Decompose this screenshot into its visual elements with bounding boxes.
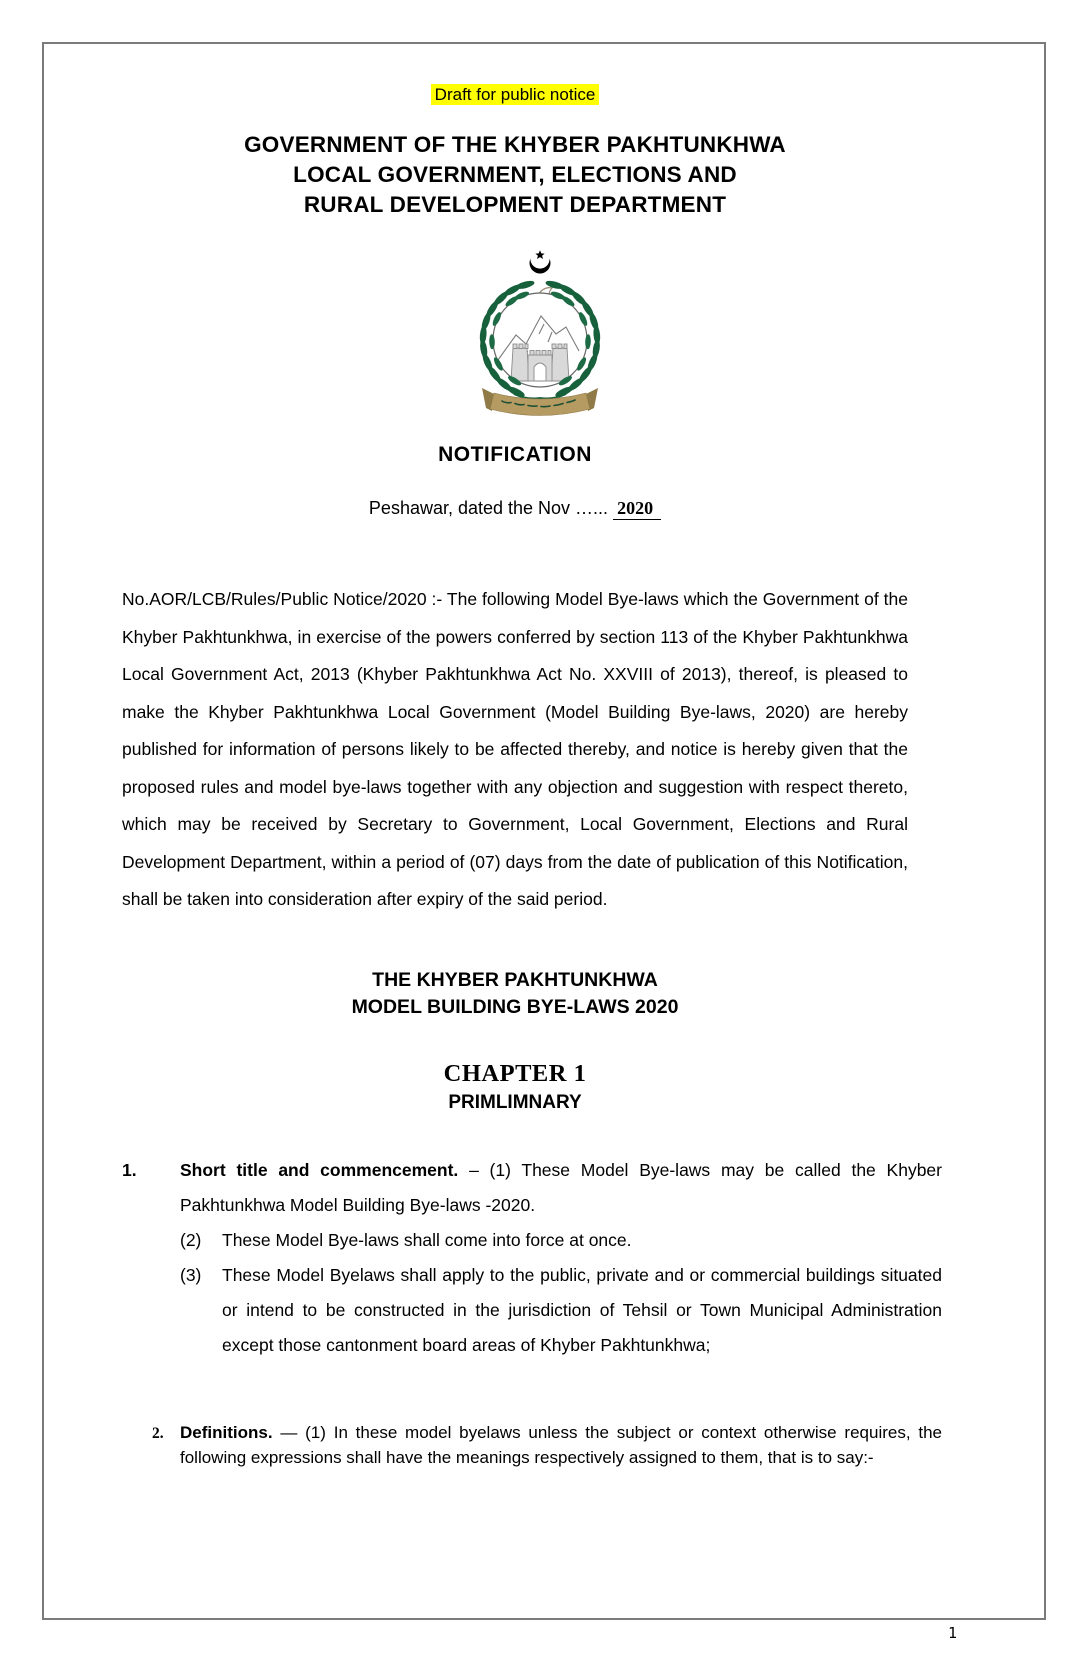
section-1-number: 1.: [122, 1159, 137, 1180]
section-1-lead: – (1) These Model Bye-laws may be called the Khyber Pakhtunkhwa Model Building Bye-laws -2020.: [180, 1159, 942, 1215]
draft-notice-highlight: Draft for public notice: [431, 84, 600, 105]
section-1-subclause-2: [180, 1223, 942, 1258]
department-heading-line-3: RURAL DEVELOPMENT DEPARTMENT: [303, 192, 727, 217]
notice-paragraph: No.AOR/LCB/Rules/Public Notice/2020 :- The following Model Bye-laws which the Government of the Khyber Pakhtunkhwa, in exercise of the powers conferred by section 113 of the Khyber Pakhtunkhwa Local Government Act, 2013 (Khyber Pakhtunkhwa Act No. XXVIII of 2013), thereof, is pleased to make the Khyber Pakhtunkhwa Local Government (Model Building Bye-laws, 2020) are hereby published for information of persons likely to be affected thereby, and notice is hereby given that the proposed rules and model bye-laws together with any objection and suggestion with respect thereto, which may be received by Secretary to Government, Local Government, Elections and Rural Development Department, within a period of (07) days from the date of publication of this Notification, shall be taken into consideration after expiry of the said period.: [122, 589, 908, 909]
subclause-2-number: (2): [180, 1229, 202, 1250]
emblem-container: [122, 248, 908, 420]
section-1-body: [180, 1153, 942, 1223]
crescent-and-star-icon: [530, 249, 551, 273]
section-2-lead: — (1) In these model byelaws unless the subject or context otherwise requires, the following expressions shall have the meanings respectively assigned to them, that is to say:-: [180, 1422, 942, 1467]
bye-laws-title-line-1: THE KHYBER PAKHTUNKHWA: [372, 968, 658, 991]
section-2-heading: Definitions.: [180, 1422, 273, 1442]
date-line: [122, 496, 908, 521]
section-1: [122, 1153, 942, 1363]
section-2-body: [180, 1420, 942, 1470]
bye-laws-title-line-2: MODEL BUILDING BYE-LAWS 2020: [351, 995, 679, 1018]
department-heading: [122, 130, 908, 220]
date-year: 2020: [613, 498, 661, 520]
section-2: [122, 1420, 942, 1470]
page-border-frame: [42, 42, 1046, 1620]
date-line-prefix: Peshawar, dated the Nov …...: [368, 498, 609, 518]
department-heading-line-1: GOVERNMENT OF THE KHYBER PAKHTUNKHWA: [244, 132, 786, 157]
page-number: 1: [948, 1624, 958, 1642]
subclause-2-text: These Model Bye-laws shall come into force at once.: [222, 1229, 632, 1250]
bye-laws-title: [122, 967, 908, 1021]
section-1-subclause-3: [180, 1258, 942, 1363]
notification-heading: NOTIFICATION: [438, 443, 592, 466]
department-heading-line-2: LOCAL GOVERNMENT, ELECTIONS AND: [293, 162, 737, 187]
subclause-3-number: (3): [180, 1264, 202, 1285]
subclause-3-text: These Model Byelaws shall apply to the public, private and or commercial buildings situated or intend to be constructed in the jurisdiction of Tehsil or Town Municipal Administration except those cantonment board areas of Khyber Pakhtunkhwa;: [222, 1264, 942, 1355]
section-2-number: 2.: [152, 1424, 164, 1442]
draft-notice: [122, 84, 908, 106]
section-1-heading: Short title and commencement.: [180, 1159, 459, 1180]
chapter-subtitle: PRIMLIMNARY: [448, 1091, 582, 1113]
kp-government-emblem-icon: [440, 248, 640, 420]
sections: [122, 1153, 942, 1470]
chapter-title: CHAPTER 1: [443, 1059, 587, 1087]
ribbon-banner-icon: [482, 388, 598, 416]
